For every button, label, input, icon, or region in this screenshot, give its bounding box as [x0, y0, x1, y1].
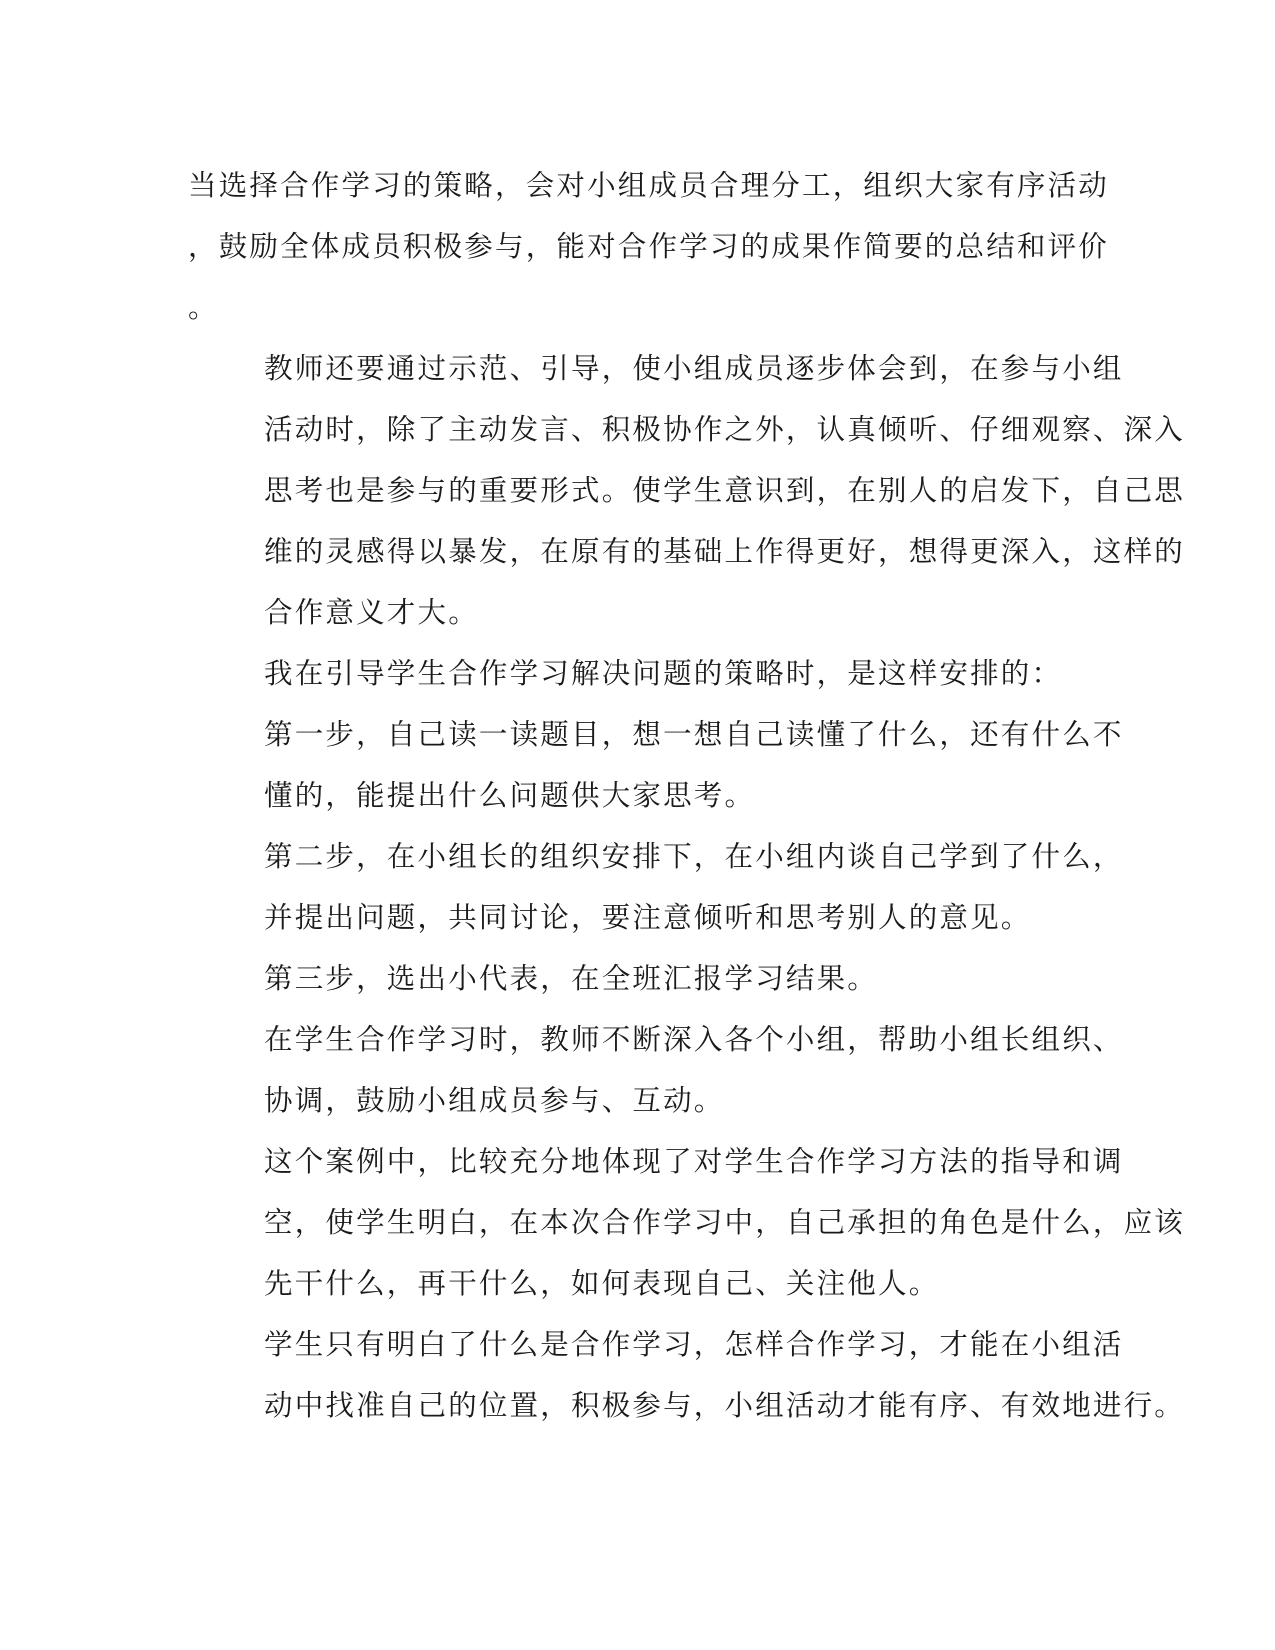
- text-line: 思考也是参与的重要形式。使学生意识到，在别人的启发下，自己思: [264, 474, 1186, 507]
- text-line: 协调，鼓励小组成员参与、互动。: [264, 1084, 725, 1117]
- text-line: 空，使学生明白，在本次合作学习中，自己承担的角色是什么，应该: [264, 1206, 1186, 1239]
- text-line: 这个案例中，比较充分地体现了对学生合作学习方法的指导和调: [264, 1145, 1124, 1178]
- text-line: 第二步，在小组长的组织安排下，在小组内谈自己学到了什么，: [264, 840, 1124, 873]
- text-line: 懂的，能提出什么问题供大家思考。: [264, 779, 756, 812]
- text-line: 并提出问题，共同讨论，要注意倾听和思考别人的意见。: [264, 901, 1032, 934]
- text-line: 先干什么，再干什么，如何表现自己、关注他人。: [264, 1267, 940, 1300]
- text-line: 教师还要通过示范、引导，使小组成员逐步体会到，在参与小组: [264, 352, 1124, 385]
- text-line: 在学生合作学习时，教师不断深入各个小组，帮助小组长组织、: [264, 1023, 1124, 1056]
- paragraph: [188, 643, 1068, 704]
- paragraph: [188, 826, 1124, 948]
- text-line: 第一步，自己读一读题目，想一想自己读懂了什么，还有什么不: [264, 718, 1124, 751]
- paragraph: [188, 1314, 1186, 1436]
- text-line: 动中找准自己的位置，积极参与，小组活动才能有序、有效地进行。: [264, 1389, 1186, 1422]
- text-line: 合作意义才大。: [264, 596, 479, 629]
- paragraph: [188, 338, 1186, 643]
- text-line: 学生只有明白了什么是合作学习，怎样合作学习，才能在小组活: [264, 1328, 1124, 1361]
- text-line: 当选择合作学习的策略，会对小组成员合理分工，组织大家有序活动: [188, 169, 1110, 202]
- paragraph: [188, 155, 1110, 338]
- text-line: ，鼓励全体成员积极参与，能对合作学习的成果作简要的总结和评价: [188, 230, 1110, 263]
- text-line: 活动时，除了主动发言、积极协作之外，认真倾听、仔细观察、深入: [264, 413, 1186, 446]
- text-line: 我在引导学生合作学习解决问题的策略时，是这样安排的：: [264, 657, 1063, 690]
- paragraph: [188, 1009, 1124, 1131]
- paragraph: [188, 948, 1068, 1009]
- paragraph: [188, 704, 1124, 826]
- text-line: 维的灵感得以暴发，在原有的基础上作得更好，想得更深入，这样的: [264, 535, 1186, 568]
- text-line: 第三步，选出小代表，在全班汇报学习结果。: [264, 962, 879, 995]
- document-body: [188, 155, 1186, 1436]
- text-line: 。: [188, 291, 219, 324]
- paragraph: [188, 1131, 1186, 1314]
